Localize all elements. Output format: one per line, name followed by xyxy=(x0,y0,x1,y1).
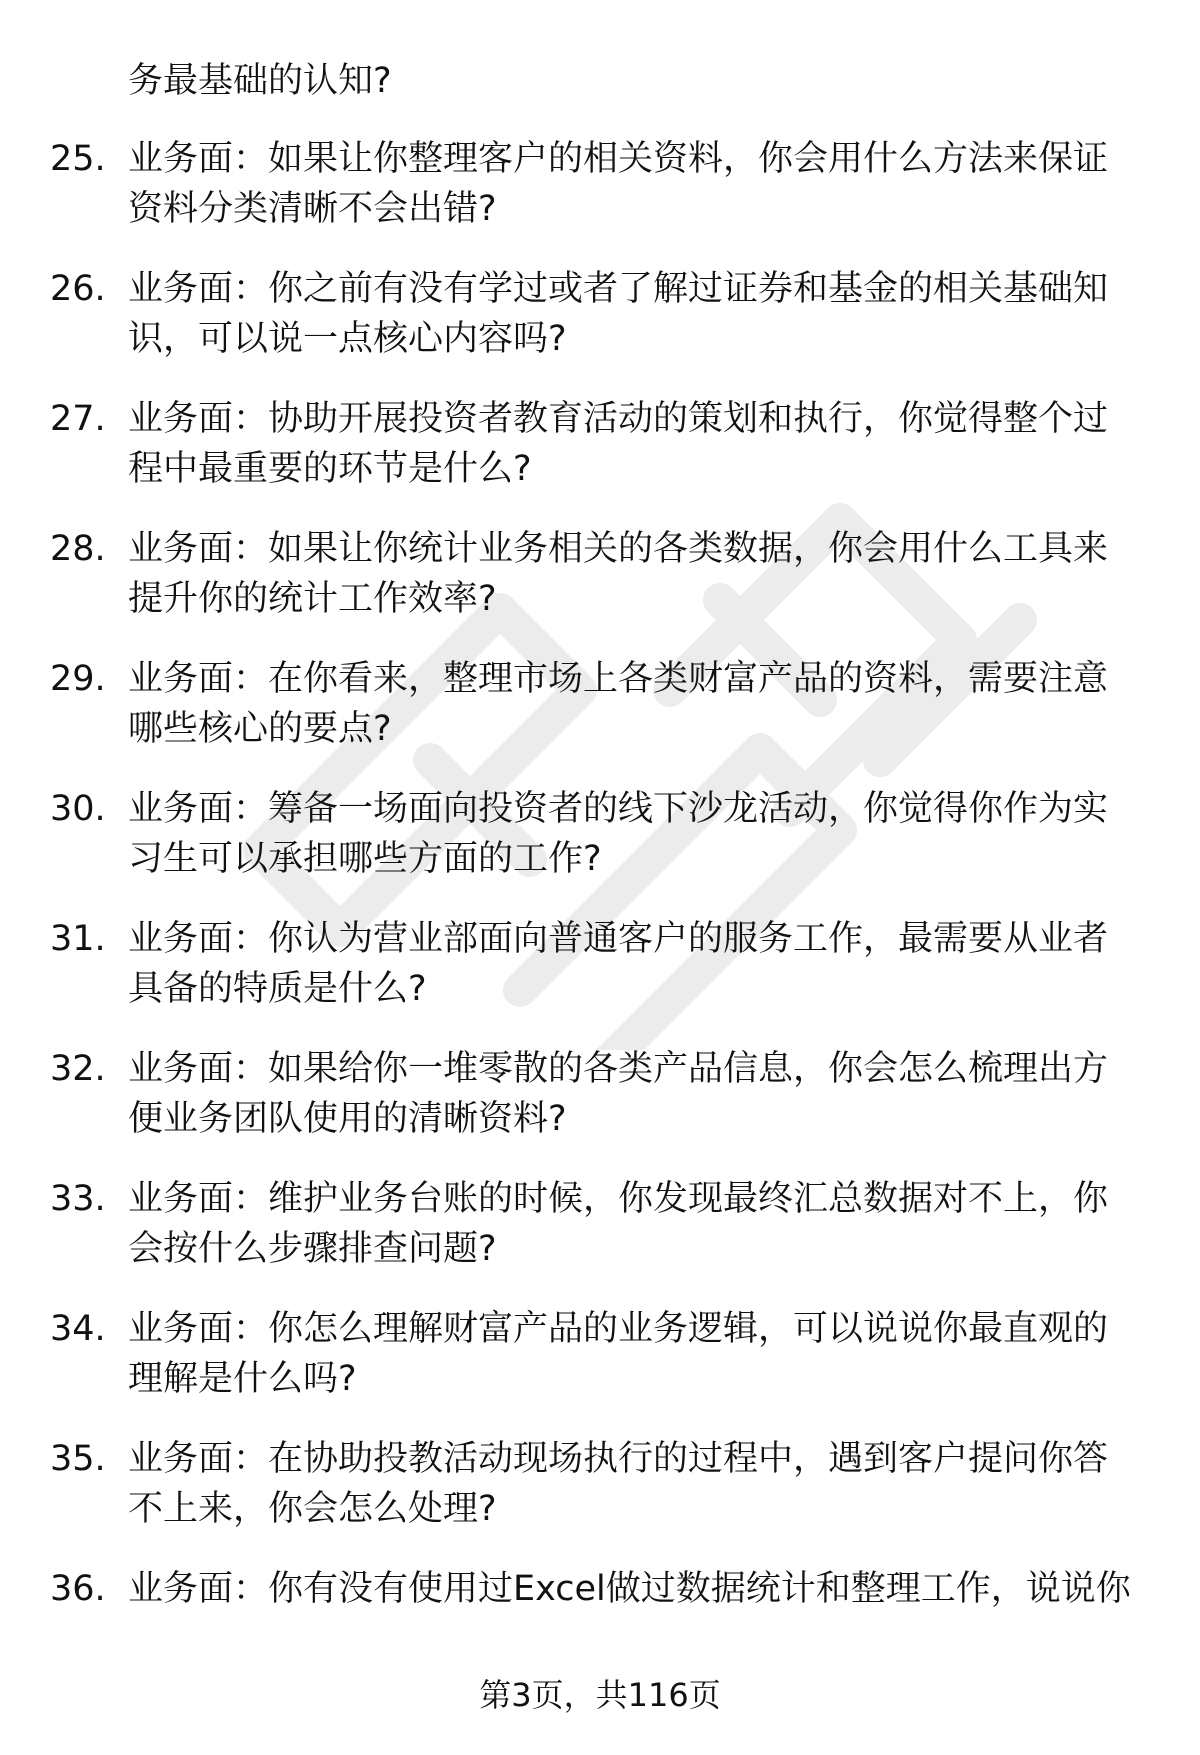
question-number: 34. xyxy=(50,1309,106,1349)
question-number: 30. xyxy=(50,789,106,829)
question-item xyxy=(0,1044,1200,1174)
question-text-line: 具备的特质是什么? xyxy=(128,969,427,1009)
question-number: 31. xyxy=(50,919,106,959)
question-number: 27. xyxy=(50,399,106,439)
question-text-line: 提升你的统计工作效率? xyxy=(128,579,497,619)
continuation-line: 务最基础的认知? xyxy=(128,61,392,101)
question-item xyxy=(0,1174,1200,1304)
question-text xyxy=(128,1434,1138,1534)
question-text xyxy=(128,1044,1138,1144)
page-footer: 第3页，共116页 xyxy=(479,1676,721,1714)
question-text-line: 便业务团队使用的清晰资料? xyxy=(128,1099,567,1139)
question-text-line: 业务面：如果让你整理客户的相关资料，你会用什么方法来保证 xyxy=(128,139,1109,179)
question-text-line: 业务面：你认为营业部面向普通客户的服务工作，最需要从业者 xyxy=(128,919,1109,959)
question-number: 36. xyxy=(50,1569,106,1609)
question-item xyxy=(0,784,1200,914)
question-text-line: 哪些核心的要点? xyxy=(128,709,392,749)
question-text-line: 业务面：筹备一场面向投资者的线下沙龙活动，你觉得你作为实 xyxy=(128,789,1109,829)
question-text-line: 识，可以说一点核心内容吗? xyxy=(128,319,567,359)
question-item xyxy=(0,914,1200,1044)
question-text-line: 习生可以承担哪些方面的工作? xyxy=(128,839,602,879)
question-number: 25. xyxy=(50,139,106,179)
question-text xyxy=(128,394,1138,494)
question-text xyxy=(128,654,1138,754)
question-text xyxy=(128,784,1138,884)
question-text-line: 业务面：在你看来，整理市场上各类财富产品的资料，需要注意 xyxy=(128,659,1109,699)
question-number: 28. xyxy=(50,529,106,569)
question-item xyxy=(0,394,1200,524)
question-text-line: 程中最重要的环节是什么? xyxy=(128,449,532,489)
question-number: 33. xyxy=(50,1179,106,1219)
question-number: 29. xyxy=(50,659,106,699)
question-text-line: 业务面：维护业务台账的时候，你发现最终汇总数据对不上，你 xyxy=(128,1179,1109,1219)
question-item xyxy=(0,1304,1200,1434)
question-text-line: 业务面：你之前有没有学过或者了解过证券和基金的相关基础知 xyxy=(128,269,1109,309)
question-text xyxy=(128,1564,1138,1614)
question-number: 32. xyxy=(50,1049,106,1089)
question-number: 35. xyxy=(50,1439,106,1479)
question-text-line: 理解是什么吗? xyxy=(128,1359,357,1399)
question-text-line: 业务面：在协助投教活动现场执行的过程中，遇到客户提问你答 xyxy=(128,1439,1109,1479)
question-text-line: 业务面：协助开展投资者教育活动的策划和执行，你觉得整个过 xyxy=(128,399,1109,439)
question-text-line: 会按什么步骤排查问题? xyxy=(128,1229,497,1269)
question-text xyxy=(128,524,1138,624)
question-text-line: 业务面：如果让你统计业务相关的各类数据，你会用什么工具来 xyxy=(128,529,1109,569)
question-text-line: 资料分类清晰不会出错? xyxy=(128,189,497,229)
question-number: 26. xyxy=(50,269,106,309)
question-item xyxy=(0,524,1200,654)
question-item xyxy=(0,1434,1200,1564)
question-text-line: 业务面：你有没有使用过Excel做过数据统计和整理工作，说说你 xyxy=(128,1569,1131,1609)
question-item xyxy=(0,654,1200,784)
question-text xyxy=(128,264,1138,364)
question-text-line: 业务面：如果给你一堆零散的各类产品信息，你会怎么梳理出方 xyxy=(128,1049,1109,1089)
question-text xyxy=(128,1304,1138,1404)
question-text-line: 不上来，你会怎么处理? xyxy=(128,1489,497,1529)
question-text xyxy=(128,134,1138,234)
question-item xyxy=(0,264,1200,394)
question-text xyxy=(128,1174,1138,1274)
question-item xyxy=(0,134,1200,264)
question-text-line: 业务面：你怎么理解财富产品的业务逻辑，可以说说你最直观的 xyxy=(128,1309,1109,1349)
question-list xyxy=(0,134,1200,1694)
question-text xyxy=(128,914,1138,1014)
